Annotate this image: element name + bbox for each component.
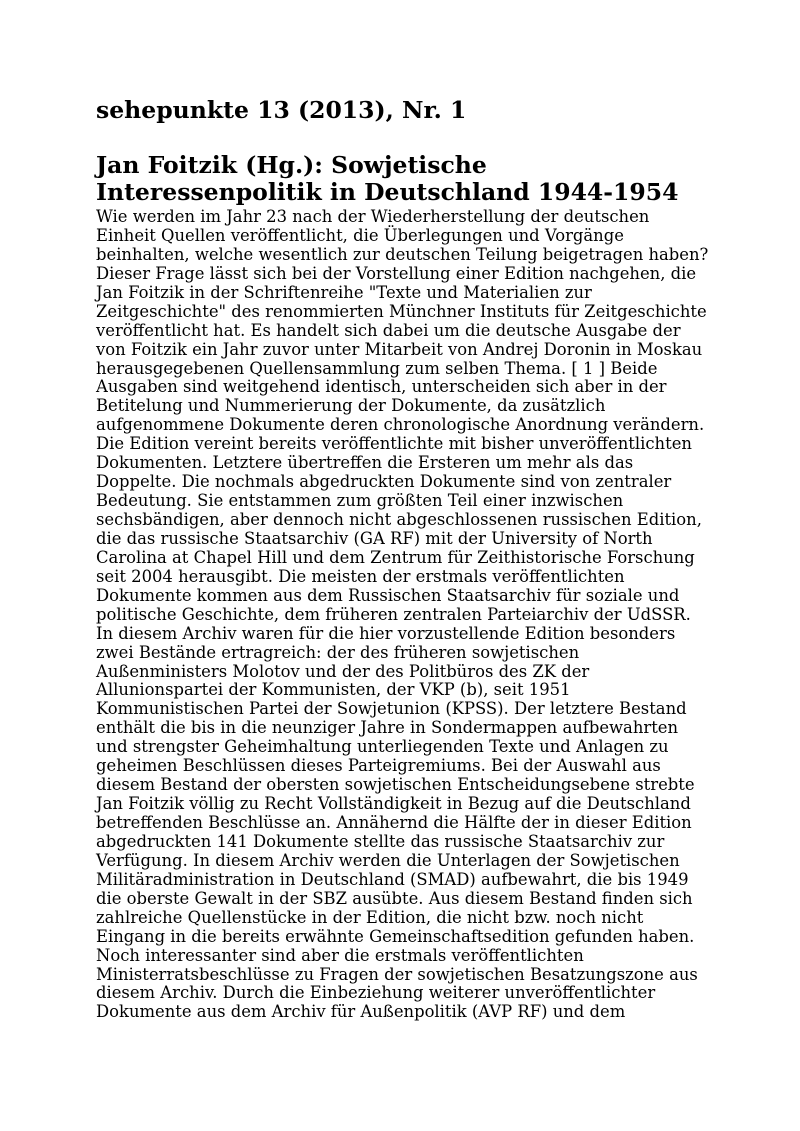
body-line: Militäradministration in Deutschland (SMAD) aufbewahrt, die bis 1949	[96, 869, 689, 889]
article-body	[96, 208, 708, 1022]
article-title	[96, 152, 678, 206]
body-line: politische Geschichte, dem früheren zentralen Parteiarchiv der UdSSR.	[96, 604, 691, 624]
body-line: diesem Bestand der obersten sowjetischen Entscheidungsebene strebte	[96, 775, 695, 795]
body-line: Die Edition vereint bereits veröffentlichte mit bisher unveröffentlichten	[96, 434, 692, 454]
body-line: beinhalten, welche wesentlich zur deutschen Teilung beigetragen haben?	[96, 244, 709, 264]
body-line: Carolina at Chapel Hill und dem Zentrum für Zeithistorische Forschung	[96, 547, 695, 567]
body-line: die das russische Staatsarchiv (GA RF) mit der University of North	[96, 528, 653, 548]
body-line: Wie werden im Jahr 23 nach der Wiederherstellung der deutschen	[96, 207, 650, 226]
body-line: Dieser Frage lässt sich bei der Vorstellung einer Edition nachgehen, die	[96, 263, 697, 283]
body-line: Allunionspartei der Kommunisten, der VKP (b), seit 1951	[96, 680, 571, 700]
body-line: betreffenden Beschlüsse an. Annähernd die Hälfte der in dieser Edition	[96, 813, 692, 832]
body-line: Bedeutung. Sie entstammen zum größten Teil einer inzwischen	[96, 491, 624, 511]
body-line: Verfügung. In diesem Archiv werden die Unterlagen der Sowjetischen	[96, 850, 680, 870]
body-line: Kommunistischen Partei der Sowjetunion (KPSS). Der letztere Bestand	[96, 699, 687, 719]
body-line: sechsbändigen, aber dennoch nicht abgeschlossenen russischen Edition,	[96, 510, 702, 529]
article-title-line: Interessenpolitik in Deutschland 1944-1954	[96, 178, 679, 206]
body-line: Dokumente aus dem Archiv für Außenpolitik (AVP RF) und dem	[96, 1002, 626, 1022]
body-line: abgedruckten 141 Dokumente stellte das russische Staatsarchiv zur	[96, 831, 665, 851]
body-line: Einheit Quellen veröffentlicht, die Überlegungen und Vorgänge	[96, 225, 624, 245]
body-line: geheimen Beschlüssen dieses Parteigremiums. Bei der Auswahl aus	[96, 756, 661, 776]
body-line: Noch interessanter sind aber die erstmals veröffentlichten	[96, 945, 584, 965]
body-line: von Foitzik ein Jahr zuvor unter Mitarbeit von Andrej Doronin in Moskau	[96, 339, 703, 359]
body-line: Eingang in die bereits erwähnte Gemeinschaftsedition gefunden haben.	[96, 926, 695, 946]
body-line: diesem Archiv. Durch die Einbeziehung weiterer unveröffentlichter	[96, 983, 656, 1003]
body-line: Jan Foitzik völlig zu Recht Vollständigkeit in Bezug auf die Deutschland	[96, 794, 691, 814]
body-line: Ministerratsbeschlüsse zu Fragen der sowjetischen Besatzungszone aus	[96, 964, 698, 984]
body-line: Dokumenten. Letztere übertreffen die Ersteren um mehr als das	[96, 453, 634, 473]
body-line: die oberste Gewalt in der SBZ ausübte. Aus diesem Bestand finden sich	[96, 888, 693, 908]
body-line: Zeitgeschichte" des renommierten Münchner Instituts für Zeitgeschichte	[96, 301, 707, 321]
body-line: Ausgaben sind weitgehend identisch, unterscheiden sich aber in der	[96, 377, 667, 397]
body-line: In diesem Archiv waren für die hier vorzustellende Edition besonders	[96, 623, 676, 643]
article-title-line: Jan Foitzik (Hg.): Sowjetische	[96, 151, 487, 179]
journal-title: sehepunkte 13 (2013), Nr. 1	[96, 96, 467, 124]
body-line: zahlreiche Quellenstücke in der Edition, die nicht bzw. noch nicht	[96, 907, 644, 927]
body-line: aufgenommene Dokumente deren chronologische Anordnung verändern.	[96, 415, 705, 435]
body-line: seit 2004 herausgibt. Die meisten der erstmals veröffentlichten	[96, 566, 625, 586]
body-line: veröffentlicht hat. Es handelt sich dabei um die deutsche Ausgabe der	[96, 320, 681, 340]
body-line: Jan Foitzik in der Schriftenreihe "Texte und Materialien zur	[96, 282, 592, 302]
body-line: Doppelte. Die nochmals abgedruckten Dokumente sind von zentraler	[96, 472, 672, 492]
body-line: und strengster Geheimhaltung unterliegenden Texte und Anlagen zu	[96, 737, 669, 757]
body-line: Dokumente kommen aus dem Russischen Staatsarchiv für soziale und	[96, 585, 680, 605]
body-line: enthält die bis in die neunziger Jahre in Sondermappen aufbewahrten	[96, 718, 679, 738]
body-line: herausgegebenen Quellensammlung zum selben Thema. [ 1 ] Beide	[96, 358, 658, 378]
body-line: Außenministers Molotov und der des Politbüros des ZK der	[96, 661, 590, 681]
body-line: zwei Bestände ertragreich: der des früheren sowjetischen	[96, 642, 580, 662]
body-line: Betitelung und Nummerierung der Dokumente, da zusätzlich	[96, 396, 606, 416]
